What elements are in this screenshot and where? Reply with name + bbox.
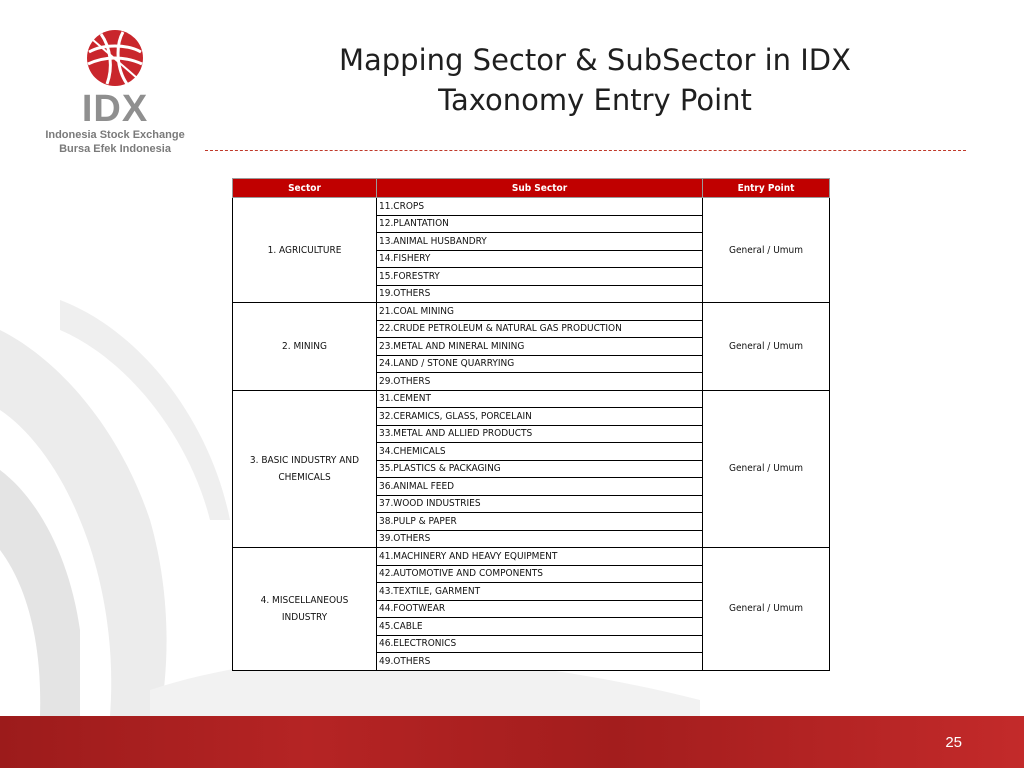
table-row [233, 198, 830, 216]
sub-sector-cell: 33.METAL AND ALLIED PRODUCTS [377, 425, 703, 443]
logo-wordmark: IDX [81, 88, 149, 130]
sector-cell [233, 303, 377, 391]
title-divider [205, 150, 966, 151]
sub-sector-cell: 31.CEMENT [377, 390, 703, 408]
table-row [233, 548, 830, 566]
sub-sector-cell: 24.LAND / STONE QUARRYING [377, 355, 703, 373]
sub-sector-cell: 39.OTHERS [377, 530, 703, 548]
sub-sector-cell: 46.ELECTRONICS [377, 635, 703, 653]
sub-sector-cell: 38.PULP & PAPER [377, 513, 703, 531]
sub-sector-cell: 35.PLASTICS & PACKAGING [377, 460, 703, 478]
sector-label: 1. AGRICULTURE [267, 244, 342, 256]
slide-title [240, 40, 950, 120]
sub-sector-cell: 22.CRUDE PETROLEUM & NATURAL GAS PRODUCTION [377, 320, 703, 338]
logo-subtitle-line1: Indonesia Stock Exchange [45, 129, 185, 141]
sub-sector-cell: 13.ANIMAL HUSBANDRY [377, 233, 703, 251]
sector-label: 3. BASIC INDUSTRY AND [249, 454, 360, 466]
sub-sector-cell: 14.FISHERY [377, 250, 703, 268]
sub-sector-cell: 42.AUTOMOTIVE AND COMPONENTS [377, 565, 703, 583]
sector-label: 4. MISCELLANEOUS [260, 594, 349, 606]
sub-sector-cell: 45.CABLE [377, 618, 703, 636]
sector-label: 2. MINING [282, 340, 327, 352]
sub-sector-cell: 19.OTHERS [377, 285, 703, 303]
sub-sector-cell: 23.METAL AND MINERAL MINING [377, 338, 703, 356]
sector-label: INDUSTRY [281, 611, 328, 623]
page-number: 25 [945, 734, 962, 751]
entry-point-cell: General / Umum [703, 303, 830, 391]
sub-sector-cell: 49.OTHERS [377, 653, 703, 671]
logo-subtitle-line2: Bursa Efek Indonesia [59, 143, 171, 155]
footer-bar [0, 716, 1024, 768]
sub-sector-cell: 43.TEXTILE, GARMENT [377, 583, 703, 601]
sub-sector-cell: 15.FORESTRY [377, 268, 703, 286]
sector-cell [233, 198, 377, 303]
header-entry-point: Entry Point [703, 179, 830, 198]
sector-cell [233, 390, 377, 548]
sector-taxonomy-table [232, 178, 830, 671]
entry-point-cell: General / Umum [703, 548, 830, 671]
sub-sector-cell: 29.OTHERS [377, 373, 703, 391]
entry-point-cell: General / Umum [703, 198, 830, 303]
sector-label: CHEMICALS [278, 471, 331, 483]
table-row [233, 390, 830, 408]
slide-title-line1: Mapping Sector & SubSector in IDX [338, 43, 851, 77]
slide-title-line2: Taxonomy Entry Point [438, 83, 752, 117]
sector-cell [233, 548, 377, 671]
table-row [233, 303, 830, 321]
sub-sector-cell: 36.ANIMAL FEED [377, 478, 703, 496]
sub-sector-cell: 44.FOOTWEAR [377, 600, 703, 618]
sub-sector-cell: 11.CROPS [377, 198, 703, 216]
idx-globe-icon [83, 26, 147, 90]
idx-logo [40, 26, 190, 166]
sub-sector-cell: 41.MACHINERY AND HEAVY EQUIPMENT [377, 548, 703, 566]
sub-sector-cell: 32.CERAMICS, GLASS, PORCELAIN [377, 408, 703, 426]
sub-sector-cell: 12.PLANTATION [377, 215, 703, 233]
sub-sector-cell: 21.COAL MINING [377, 303, 703, 321]
table-header-row [233, 179, 830, 198]
sub-sector-cell: 37.WOOD INDUSTRIES [377, 495, 703, 513]
header-sub-sector: Sub Sector [377, 179, 703, 198]
sub-sector-cell: 34.CHEMICALS [377, 443, 703, 461]
header-sector: Sector [233, 179, 377, 198]
entry-point-cell: General / Umum [703, 390, 830, 548]
